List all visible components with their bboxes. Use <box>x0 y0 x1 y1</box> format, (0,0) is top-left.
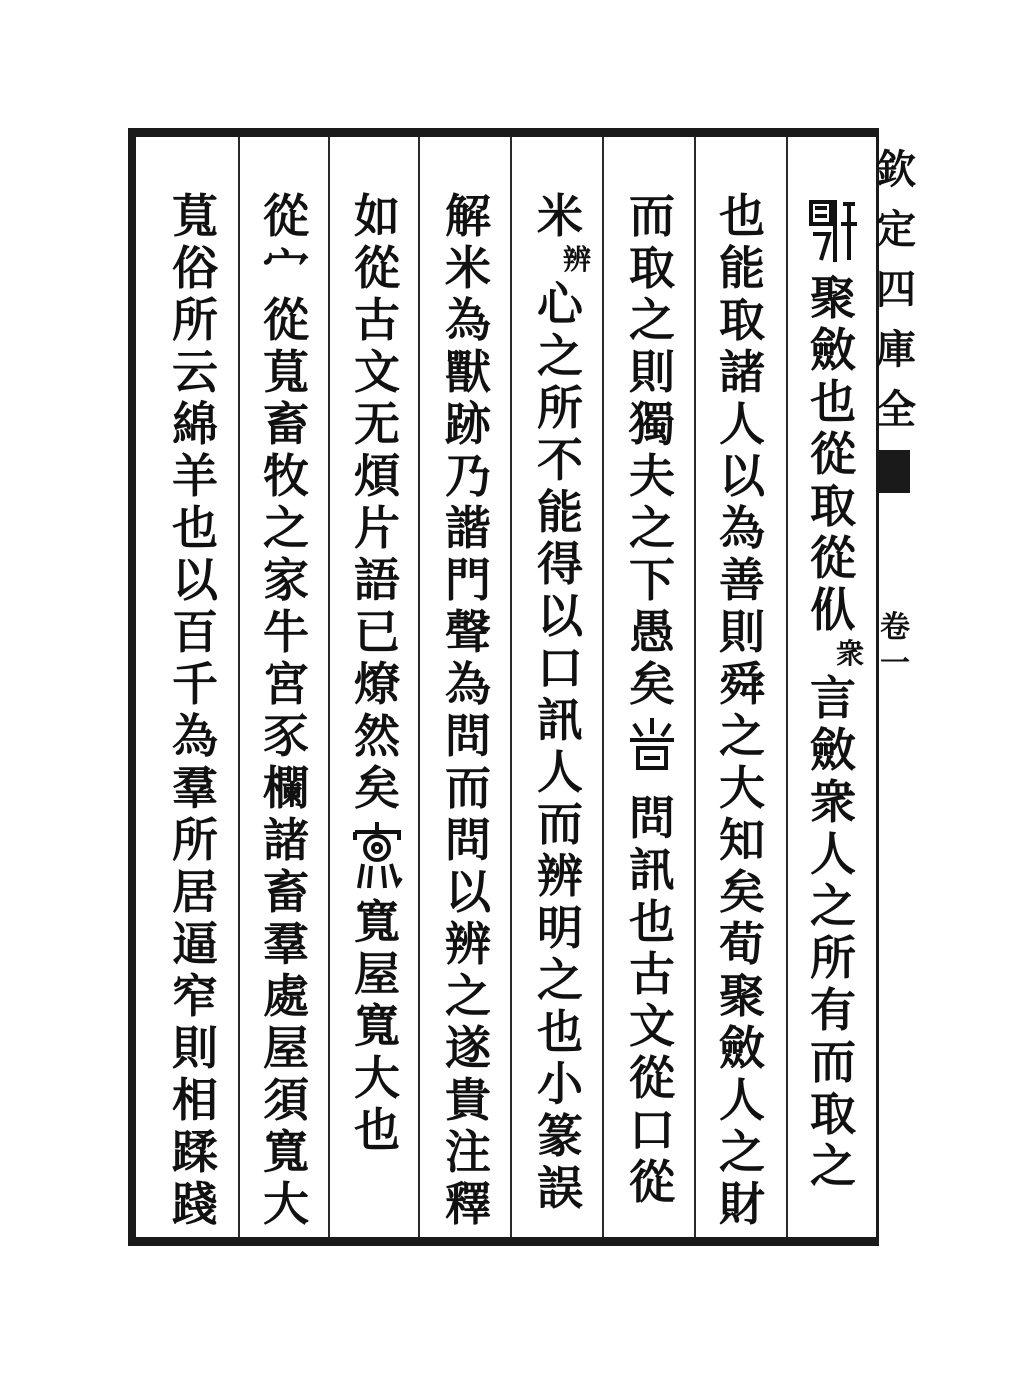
text-char: 訊 <box>629 843 675 897</box>
top-border <box>128 128 876 137</box>
text-char: 豕 <box>263 709 309 763</box>
text-char: 也 <box>354 1103 400 1157</box>
text-char: 宮 <box>263 657 309 711</box>
text-char: 千 <box>172 657 218 711</box>
text-char: 從 <box>629 1051 675 1105</box>
text-char: 為 <box>172 709 218 763</box>
text-char: 斂 <box>810 723 856 777</box>
volume-char: 一 <box>880 646 910 681</box>
text-char: 以 <box>537 589 583 643</box>
text-char: 注 <box>445 1125 491 1179</box>
text-char: 蹂 <box>172 1125 218 1179</box>
text-char: 也 <box>810 375 856 429</box>
fish-tail-mark <box>876 450 910 490</box>
text-char: 已 <box>354 605 400 659</box>
text-char: 從 <box>263 293 309 347</box>
text-char: 聲 <box>445 605 491 659</box>
margin-title-char: 全 <box>876 386 916 433</box>
text-char: 寬 <box>263 1125 309 1179</box>
left-border <box>128 128 136 1246</box>
text-char: 處 <box>263 969 309 1023</box>
text-char: 愚 <box>629 605 675 659</box>
text-char: 問 <box>445 709 491 763</box>
column-divider <box>238 137 240 1237</box>
text-char: 人 <box>719 1073 765 1127</box>
text-char: 夫 <box>629 449 675 503</box>
small-annotation-char: 衆 <box>835 637 864 670</box>
text-char: 獨 <box>629 397 675 451</box>
text-char: 煩 <box>354 449 400 503</box>
margin-title-char: 四 <box>876 266 916 313</box>
text-char: 畜 <box>263 397 309 451</box>
text-char: 從 <box>629 1155 675 1209</box>
text-char: 斂 <box>810 323 856 377</box>
text-char: 跡 <box>445 397 491 451</box>
text-char: 所 <box>172 813 218 867</box>
text-char: 知 <box>719 813 765 867</box>
text-char: 荀 <box>719 917 765 971</box>
text-char: 諸 <box>719 345 765 399</box>
text-char: 俗 <box>172 241 218 295</box>
text-char: 㐺 <box>810 583 856 637</box>
text-char: 善 <box>719 553 765 607</box>
text-char: 所 <box>172 293 218 347</box>
text-column-2 <box>702 190 782 1230</box>
text-char: 相 <box>172 1073 218 1127</box>
text-char: 寬 <box>354 999 400 1053</box>
text-char: 諧 <box>445 501 491 555</box>
text-char: 則 <box>172 1021 218 1075</box>
text-char: 屋 <box>354 947 400 1001</box>
text-char: 問 <box>445 813 491 867</box>
volume-char: 卷 <box>880 610 910 645</box>
text-char: 所 <box>537 381 583 435</box>
text-char: 得 <box>537 537 583 591</box>
text-char: 也 <box>629 895 675 949</box>
text-char: 也 <box>537 1005 583 1059</box>
text-char: 聚 <box>810 271 856 325</box>
text-char: 釋 <box>445 1177 491 1231</box>
text-char: 乃 <box>445 449 491 503</box>
text-column-8 <box>155 190 235 1230</box>
text-char: 為 <box>719 501 765 555</box>
text-column-4 <box>520 190 600 1230</box>
text-char: 斂 <box>719 1021 765 1075</box>
text-char: 獸 <box>445 345 491 399</box>
text-char: 從 <box>810 427 856 481</box>
text-char: 而 <box>629 189 675 243</box>
margin-title-char: 定 <box>876 206 916 253</box>
text-char: 之 <box>719 1125 765 1179</box>
text-char: 矣 <box>629 657 675 711</box>
text-char: 牧 <box>263 449 309 503</box>
text-char: 寬 <box>354 895 400 949</box>
text-char: 取 <box>629 241 675 295</box>
seal-script-glyph <box>624 714 680 788</box>
text-char: 小 <box>537 1057 583 1111</box>
text-char: 也 <box>172 501 218 555</box>
text-char: 古 <box>354 293 400 347</box>
text-column-5 <box>428 190 508 1230</box>
text-char: 諸 <box>263 813 309 867</box>
text-char: 須 <box>263 1073 309 1127</box>
text-char: 取 <box>810 1087 856 1141</box>
text-char: 无 <box>354 397 400 451</box>
text-char: 之 <box>719 709 765 763</box>
fish-tail-line <box>876 490 910 493</box>
text-char: 以 <box>172 553 218 607</box>
text-char: 為 <box>445 657 491 711</box>
text-char: 言 <box>810 671 856 725</box>
text-char: 羣 <box>263 917 309 971</box>
text-column-1 <box>793 190 873 1230</box>
text-char: 遂 <box>445 1021 491 1075</box>
text-char: 所 <box>810 931 856 985</box>
text-char: 辨 <box>445 917 491 971</box>
text-char: 取 <box>810 479 856 533</box>
text-char: 舜 <box>719 657 765 711</box>
text-char: 問 <box>629 791 675 845</box>
column-divider <box>510 137 512 1237</box>
text-char: 米 <box>537 189 583 243</box>
text-char: 之 <box>445 969 491 1023</box>
text-char: 片 <box>354 501 400 555</box>
text-char: 萈 <box>172 189 218 243</box>
text-char: 羣 <box>172 761 218 815</box>
text-char: 大 <box>719 761 765 815</box>
text-char: 則 <box>719 605 765 659</box>
text-char: 能 <box>537 485 583 539</box>
column-divider <box>328 137 330 1237</box>
text-char: 居 <box>172 865 218 919</box>
text-char: 衆 <box>810 775 856 829</box>
text-char: 大 <box>263 1177 309 1231</box>
text-char: 欄 <box>263 761 309 815</box>
text-column-7 <box>246 190 326 1230</box>
text-char: 矣 <box>354 761 400 815</box>
text-char: 辨 <box>537 849 583 903</box>
text-char: 羊 <box>172 449 218 503</box>
text-char: 家 <box>263 553 309 607</box>
text-char: 有 <box>810 983 856 1037</box>
text-char: 百 <box>172 605 218 659</box>
text-char: 為 <box>445 293 491 347</box>
text-char: 明 <box>537 901 583 955</box>
book-title-vertical <box>876 140 916 440</box>
text-char: 而 <box>537 797 583 851</box>
text-char: 門 <box>445 553 491 607</box>
text-char: 能 <box>719 241 765 295</box>
text-char: 矣 <box>719 865 765 919</box>
text-char: 之 <box>537 953 583 1007</box>
text-char: 貴 <box>445 1073 491 1127</box>
text-char: 以 <box>445 865 491 919</box>
text-char: 誤 <box>537 1161 583 1215</box>
text-char: 則 <box>629 345 675 399</box>
text-char: 人 <box>719 397 765 451</box>
text-char: 也 <box>719 189 765 243</box>
text-char: 大 <box>354 1051 400 1105</box>
text-char: 窄 <box>172 969 218 1023</box>
text-char: 之 <box>629 501 675 555</box>
column-divider <box>418 137 420 1237</box>
text-char: 米 <box>445 241 491 295</box>
text-char: 口 <box>629 1103 675 1157</box>
text-char: 牛 <box>263 605 309 659</box>
small-annotation-char: 辨 <box>562 243 591 276</box>
text-char: 之 <box>810 1139 856 1193</box>
text-char: 財 <box>719 1177 765 1231</box>
text-char: 取 <box>719 293 765 347</box>
text-char: 訊 <box>537 693 583 747</box>
bottom-border <box>128 1237 876 1246</box>
text-char: 人 <box>810 827 856 881</box>
column-divider <box>786 137 788 1237</box>
text-char: 逼 <box>172 917 218 971</box>
text-column-3 <box>612 190 692 1230</box>
text-char: 綿 <box>172 397 218 451</box>
text-char: 從 <box>354 241 400 295</box>
text-char: 解 <box>445 189 491 243</box>
text-char: 之 <box>810 879 856 933</box>
text-char: 之 <box>537 329 583 383</box>
text-char: 聚 <box>719 969 765 1023</box>
text-char: 之 <box>263 501 309 555</box>
text-char: 文 <box>629 999 675 1053</box>
text-char: 如 <box>354 189 400 243</box>
text-char: 宀 <box>263 241 309 295</box>
text-char: 語 <box>354 553 400 607</box>
text-char: 屋 <box>263 1021 309 1075</box>
text-char: 萈 <box>263 345 309 399</box>
text-char: 文 <box>354 345 400 399</box>
seal-script-glyph <box>349 818 405 892</box>
text-char: 從 <box>810 531 856 585</box>
column-divider <box>694 137 696 1237</box>
text-char: 而 <box>810 1035 856 1089</box>
text-char: 口 <box>537 641 583 695</box>
text-char: 從 <box>263 189 309 243</box>
text-char: 燎 <box>354 657 400 711</box>
margin-title-char: 欽 <box>876 146 916 193</box>
text-char: 篆 <box>537 1109 583 1163</box>
volume-label <box>879 610 911 682</box>
text-char: 古 <box>629 947 675 1001</box>
text-char: 而 <box>445 761 491 815</box>
column-divider <box>602 137 604 1237</box>
text-char: 然 <box>354 709 400 763</box>
text-char: 云 <box>172 345 218 399</box>
text-char: 下 <box>629 553 675 607</box>
text-char: 不 <box>537 433 583 487</box>
text-column-6 <box>337 190 417 1230</box>
text-char: 畜 <box>263 865 309 919</box>
seal-script-glyph <box>805 194 861 268</box>
text-char: 踐 <box>172 1177 218 1231</box>
margin-title-char: 庫 <box>876 326 916 373</box>
text-char: 心 <box>537 277 583 331</box>
text-char: 以 <box>719 449 765 503</box>
text-char: 人 <box>537 745 583 799</box>
text-char: 之 <box>629 293 675 347</box>
